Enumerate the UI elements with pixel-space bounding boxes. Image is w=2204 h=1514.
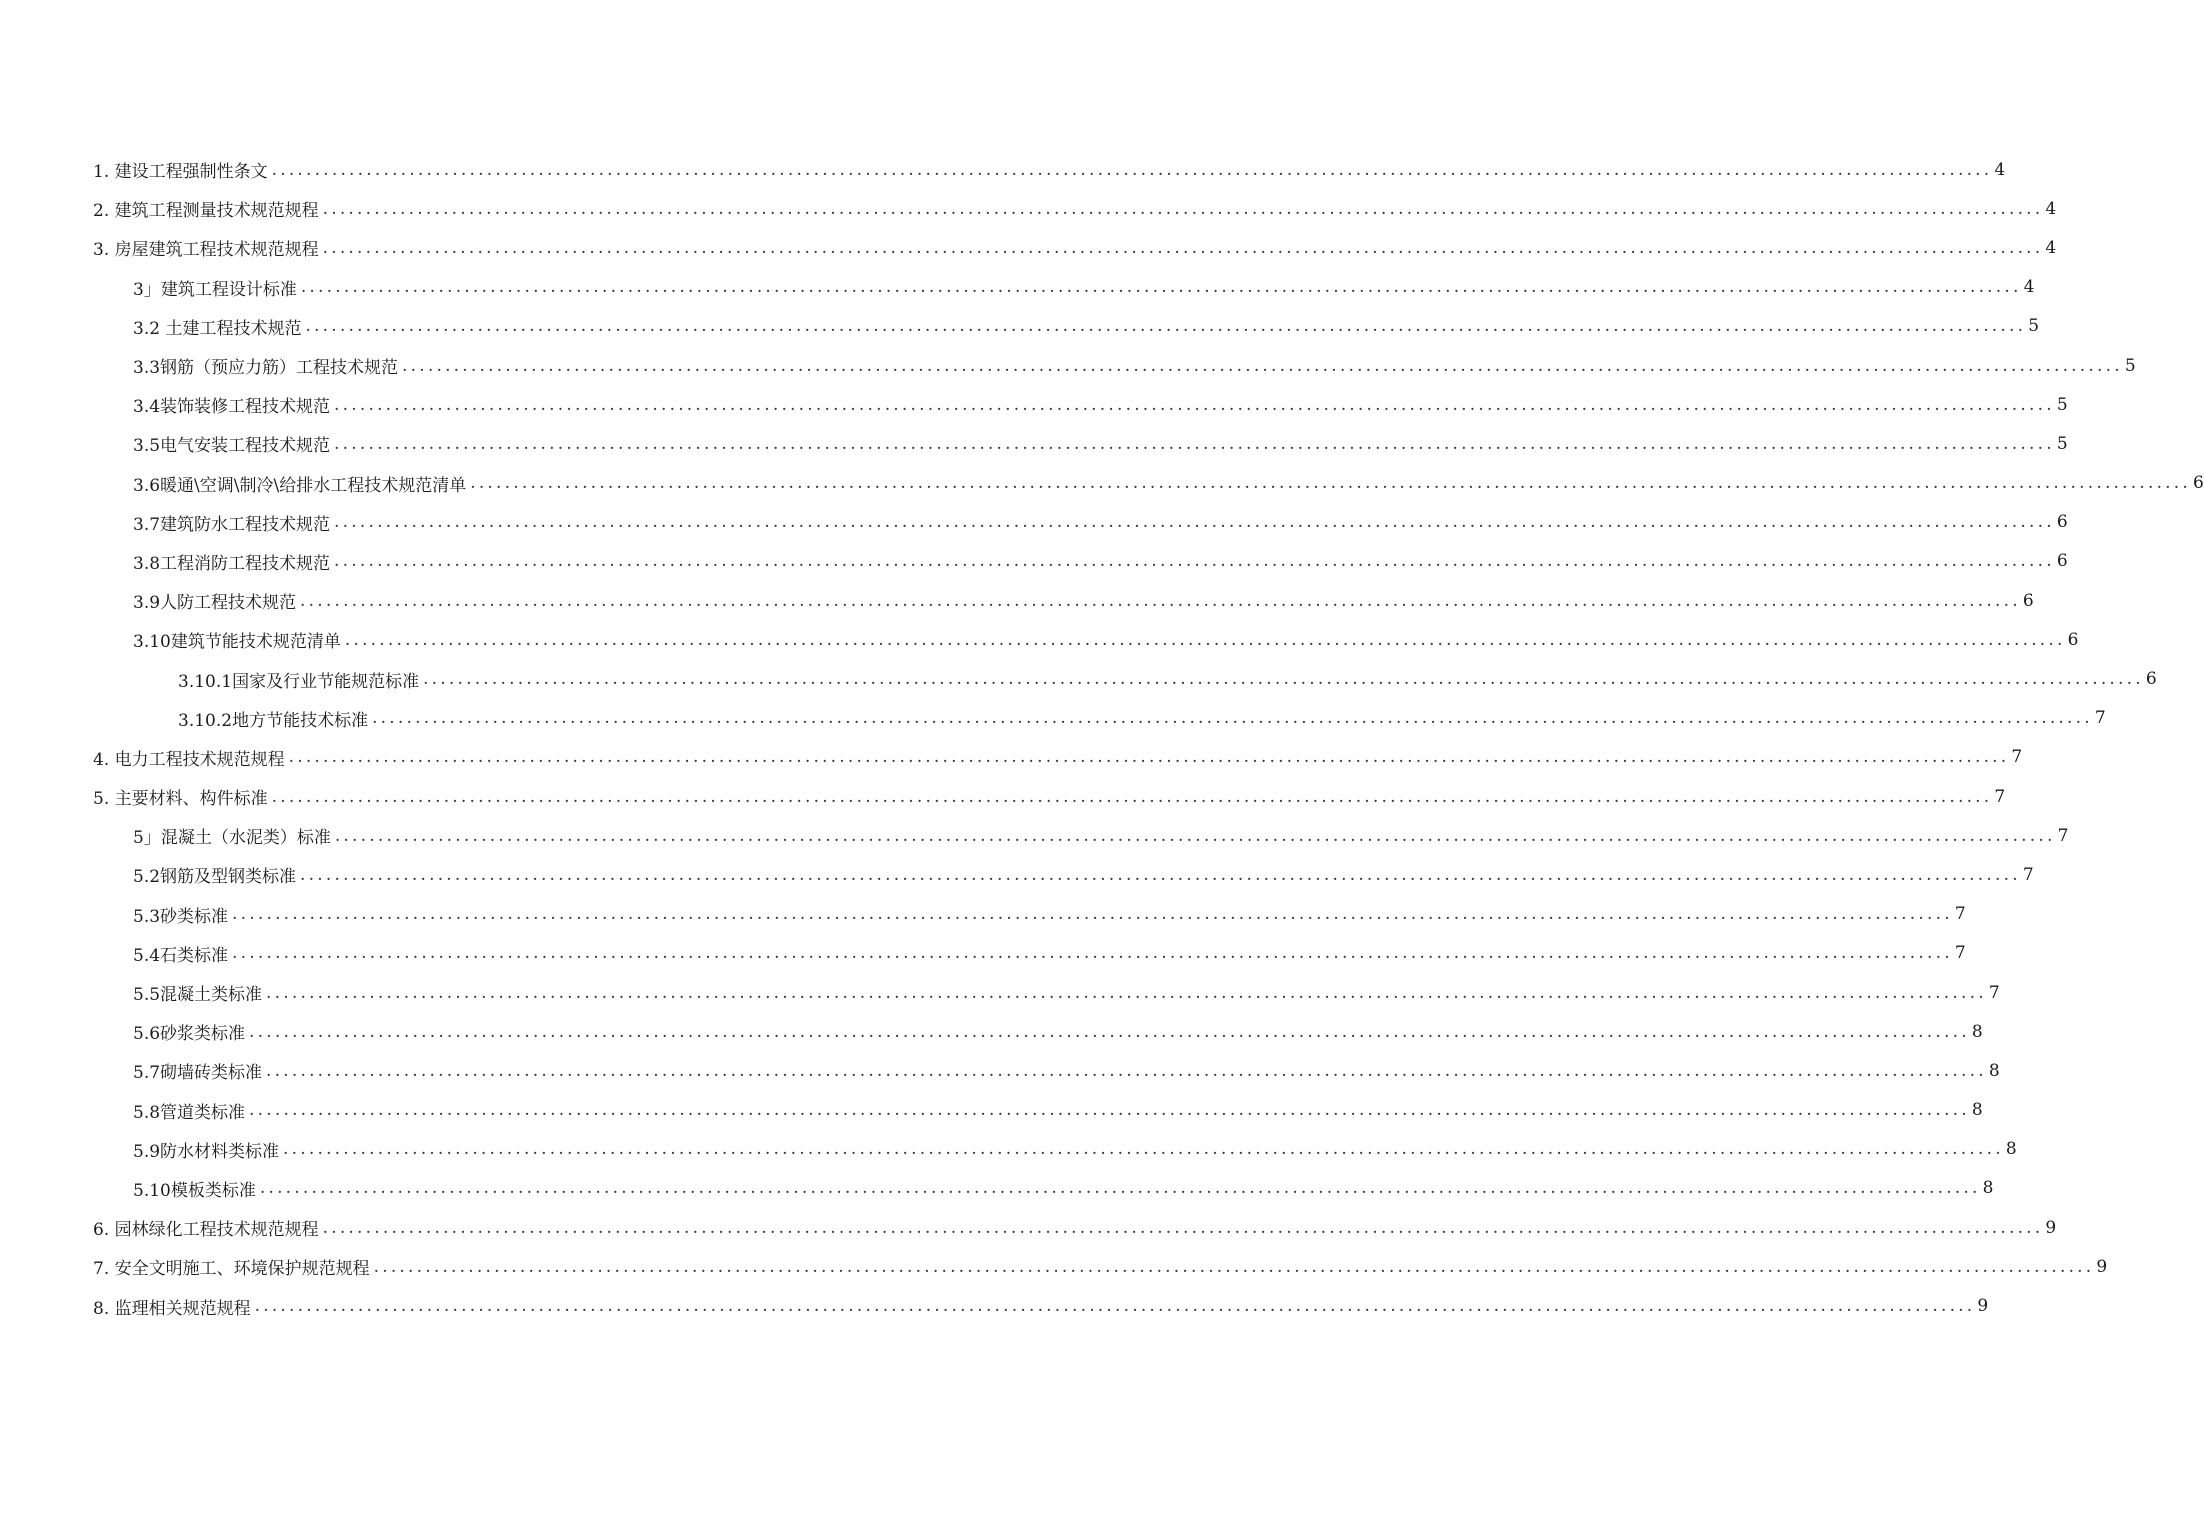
toc-entry[interactable] [0, 385, 2068, 424]
table-of-contents [0, 150, 2204, 1326]
dot-leader: ........................................................................................................................................................................................................ [232, 904, 1953, 925]
toc-entry-page-number: 5 [2124, 355, 2136, 376]
toc-entry[interactable] [0, 1130, 2017, 1169]
dot-leader: ........................................................................................................................................................................................................ [373, 1256, 2095, 1277]
dot-leader: ........................................................................................................................................................................................................ [322, 198, 2044, 219]
toc-entry-page-number: 4 [1994, 159, 2006, 180]
toc-entry[interactable] [0, 424, 2068, 463]
toc-entry-label: 5.2钢筋及型钢类标准 [133, 867, 297, 888]
toc-entry-label: 3.8工程消防工程技术规范 [133, 553, 331, 574]
dot-leader: ........................................................................................................................................................................................................ [423, 669, 2144, 690]
toc-entry-label: 3.10.2地方节能技术标准 [178, 710, 369, 731]
toc-entry-page-number: 6 [2022, 590, 2034, 611]
toc-entry[interactable] [0, 1091, 1983, 1130]
toc-entry[interactable] [0, 346, 2136, 385]
toc-entry[interactable] [0, 934, 1966, 973]
toc-entry-page-number: 9 [1977, 1296, 1989, 1317]
toc-entry-label: 5.3砂类标准 [133, 906, 229, 927]
dot-leader: ........................................................................................................................................................................................................ [344, 629, 2066, 650]
toc-entry-label: 3.4装饰装修工程技术规范 [133, 397, 331, 418]
toc-entry-label: 6. 园林绿化工程技术规范规程 [93, 1220, 319, 1241]
toc-entry-label: 3.7建筑防水工程技术规范 [133, 514, 331, 535]
toc-entry-page-number: 7 [2022, 864, 2034, 885]
toc-entry-label: 5.8管道类标准 [133, 1102, 246, 1123]
dot-leader: ........................................................................................................................................................................................................ [334, 825, 2056, 846]
toc-entry-page-number: 8 [1982, 1178, 1994, 1199]
toc-entry-label: 1. 建设工程强制性条文 [93, 162, 268, 183]
toc-entry-page-number: 8 [1988, 1060, 2000, 1081]
toc-entry-page-number: 6 [2192, 473, 2204, 494]
toc-entry-page-number: 8 [1971, 1100, 1983, 1121]
toc-entry-page-number: 7 [1994, 786, 2006, 807]
toc-entry-label: 3.9人防工程技术规范 [133, 593, 297, 614]
toc-entry-page-number: 8 [2005, 1139, 2017, 1160]
toc-entry-label: 3.3钢筋（预应力筋）工程技术规范 [133, 358, 399, 379]
toc-entry[interactable] [0, 1208, 2057, 1247]
toc-entry-page-number: 6 [2056, 551, 2068, 572]
toc-entry-label: 3.10.1国家及行业节能规范标准 [178, 671, 420, 692]
toc-entry[interactable] [0, 699, 2106, 738]
toc-entry-page-number: 7 [1954, 904, 1966, 925]
toc-entry[interactable] [0, 228, 2057, 267]
dot-leader: ........................................................................................................................................................................................................ [249, 1100, 1970, 1121]
toc-entry-page-number: 7 [2011, 747, 2023, 768]
dot-leader: ........................................................................................................................................................................................................ [334, 512, 2055, 533]
dot-leader: ........................................................................................................................................................................................................ [271, 786, 1993, 807]
toc-entry-label: 5. 主要材料、构件标准 [93, 789, 268, 810]
toc-entry-label: 5.6砂浆类标准 [133, 1024, 246, 1045]
toc-entry[interactable] [0, 1169, 1994, 1208]
toc-entry-page-number: 9 [2096, 1256, 2108, 1277]
toc-entry-page-number: 6 [2056, 512, 2068, 533]
dot-leader: ........................................................................................................................................................................................................ [402, 355, 2123, 376]
toc-entry-label: 7. 安全文明施工、环境保护规范规程 [93, 1259, 370, 1280]
toc-entry-page-number: 5 [2056, 394, 2068, 415]
dot-leader: ........................................................................................................................................................................................................ [254, 1296, 1976, 1317]
toc-entry[interactable] [0, 189, 2057, 228]
toc-entry-page-number: 9 [2045, 1217, 2057, 1238]
toc-entry[interactable] [0, 1286, 1989, 1325]
toc-entry-label: 3. 房屋建筑工程技术规范规程 [93, 240, 319, 261]
toc-entry-page-number: 7 [1954, 943, 1966, 964]
dot-leader: ........................................................................................................................................................................................................ [334, 394, 2055, 415]
toc-entry-page-number: 5 [2028, 316, 2040, 337]
toc-entry-page-number: 4 [2023, 277, 2035, 298]
toc-entry-page-number: 5 [2056, 433, 2068, 454]
toc-entry[interactable] [0, 738, 2023, 777]
toc-entry[interactable] [0, 307, 2040, 346]
toc-entry-label: 4. 电力工程技术规范规程 [93, 749, 285, 770]
toc-entry-label: 5」混凝土（水泥类）标准 [133, 828, 331, 849]
toc-entry[interactable] [0, 895, 1966, 934]
toc-entry[interactable] [0, 503, 2068, 542]
toc-entry-label: 3.5电气安装工程技术规范 [133, 436, 331, 457]
toc-entry-page-number: 7 [2057, 825, 2069, 846]
toc-entry-label: 5.4石类标准 [133, 945, 229, 966]
dot-leader: ........................................................................................................................................................................................................ [470, 473, 2191, 494]
toc-entry[interactable] [0, 973, 2000, 1012]
toc-entry-label: 3」建筑工程设计标准 [133, 279, 297, 300]
dot-leader: ........................................................................................................................................................................................................ [372, 708, 2093, 729]
dot-leader: ........................................................................................................................................................................................................ [322, 1217, 2044, 1238]
dot-leader: ........................................................................................................................................................................................................ [334, 551, 2055, 572]
toc-entry[interactable] [0, 464, 2204, 503]
toc-entry-label: 5.7砌墙砖类标准 [133, 1063, 263, 1084]
dot-leader: ........................................................................................................................................................................................................ [271, 159, 1993, 180]
dot-leader: ........................................................................................................................................................................................................ [266, 982, 1987, 1003]
toc-entry-page-number: 4 [2045, 237, 2057, 258]
dot-leader: ........................................................................................................................................................................................................ [305, 316, 2027, 337]
toc-entry-label: 3.6暖通\空调\制冷\给排水工程技术规范清单 [133, 475, 467, 496]
toc-entry-label: 5.5混凝土类标准 [133, 985, 263, 1006]
dot-leader: ........................................................................................................................................................................................................ [334, 433, 2055, 454]
toc-entry[interactable] [0, 1051, 2000, 1090]
toc-entry[interactable] [0, 620, 2079, 659]
toc-entry-page-number: 8 [1971, 1021, 1983, 1042]
dot-leader: ........................................................................................................................................................................................................ [288, 747, 2010, 768]
toc-entry[interactable] [0, 150, 2006, 189]
toc-entry[interactable] [0, 659, 2157, 698]
toc-entry[interactable] [0, 777, 2006, 816]
toc-entry[interactable] [0, 542, 2068, 581]
dot-leader: ........................................................................................................................................................................................................ [249, 1021, 1970, 1042]
dot-leader: ........................................................................................................................................................................................................ [300, 864, 2021, 885]
toc-entry[interactable] [0, 268, 2035, 307]
toc-entry-page-number: 6 [2067, 629, 2079, 650]
dot-leader: ........................................................................................................................................................................................................ [300, 277, 2022, 298]
toc-entry-label: 3.2 土建工程技术规范 [133, 318, 302, 339]
toc-entry[interactable] [0, 855, 2034, 894]
toc-entry-label: 3.10建筑节能技术规范清单 [133, 632, 341, 653]
toc-entry-label: 8. 监理相关规范规程 [93, 1298, 251, 1319]
dot-leader: ........................................................................................................................................................................................................ [283, 1139, 2004, 1160]
toc-entry[interactable] [0, 816, 2069, 855]
dot-leader: ........................................................................................................................................................................................................ [322, 237, 2044, 258]
toc-entry[interactable] [0, 1247, 2108, 1286]
toc-entry[interactable] [0, 581, 2034, 620]
toc-entry-label: 5.10模板类标准 [133, 1180, 256, 1201]
dot-leader: ........................................................................................................................................................................................................ [232, 943, 1953, 964]
toc-entry-page-number: 6 [2145, 669, 2157, 690]
toc-entry-page-number: 7 [2094, 708, 2106, 729]
dot-leader: ........................................................................................................................................................................................................ [300, 590, 2021, 611]
toc-entry-page-number: 4 [2045, 198, 2057, 219]
toc-entry-label: 5.9防水材料类标准 [133, 1141, 280, 1162]
toc-entry-page-number: 7 [1988, 982, 2000, 1003]
toc-entry[interactable] [0, 1012, 1983, 1051]
toc-entry-label: 2. 建筑工程测量技术规范规程 [93, 201, 319, 222]
dot-leader: ........................................................................................................................................................................................................ [259, 1178, 1981, 1199]
dot-leader: ........................................................................................................................................................................................................ [266, 1060, 1987, 1081]
